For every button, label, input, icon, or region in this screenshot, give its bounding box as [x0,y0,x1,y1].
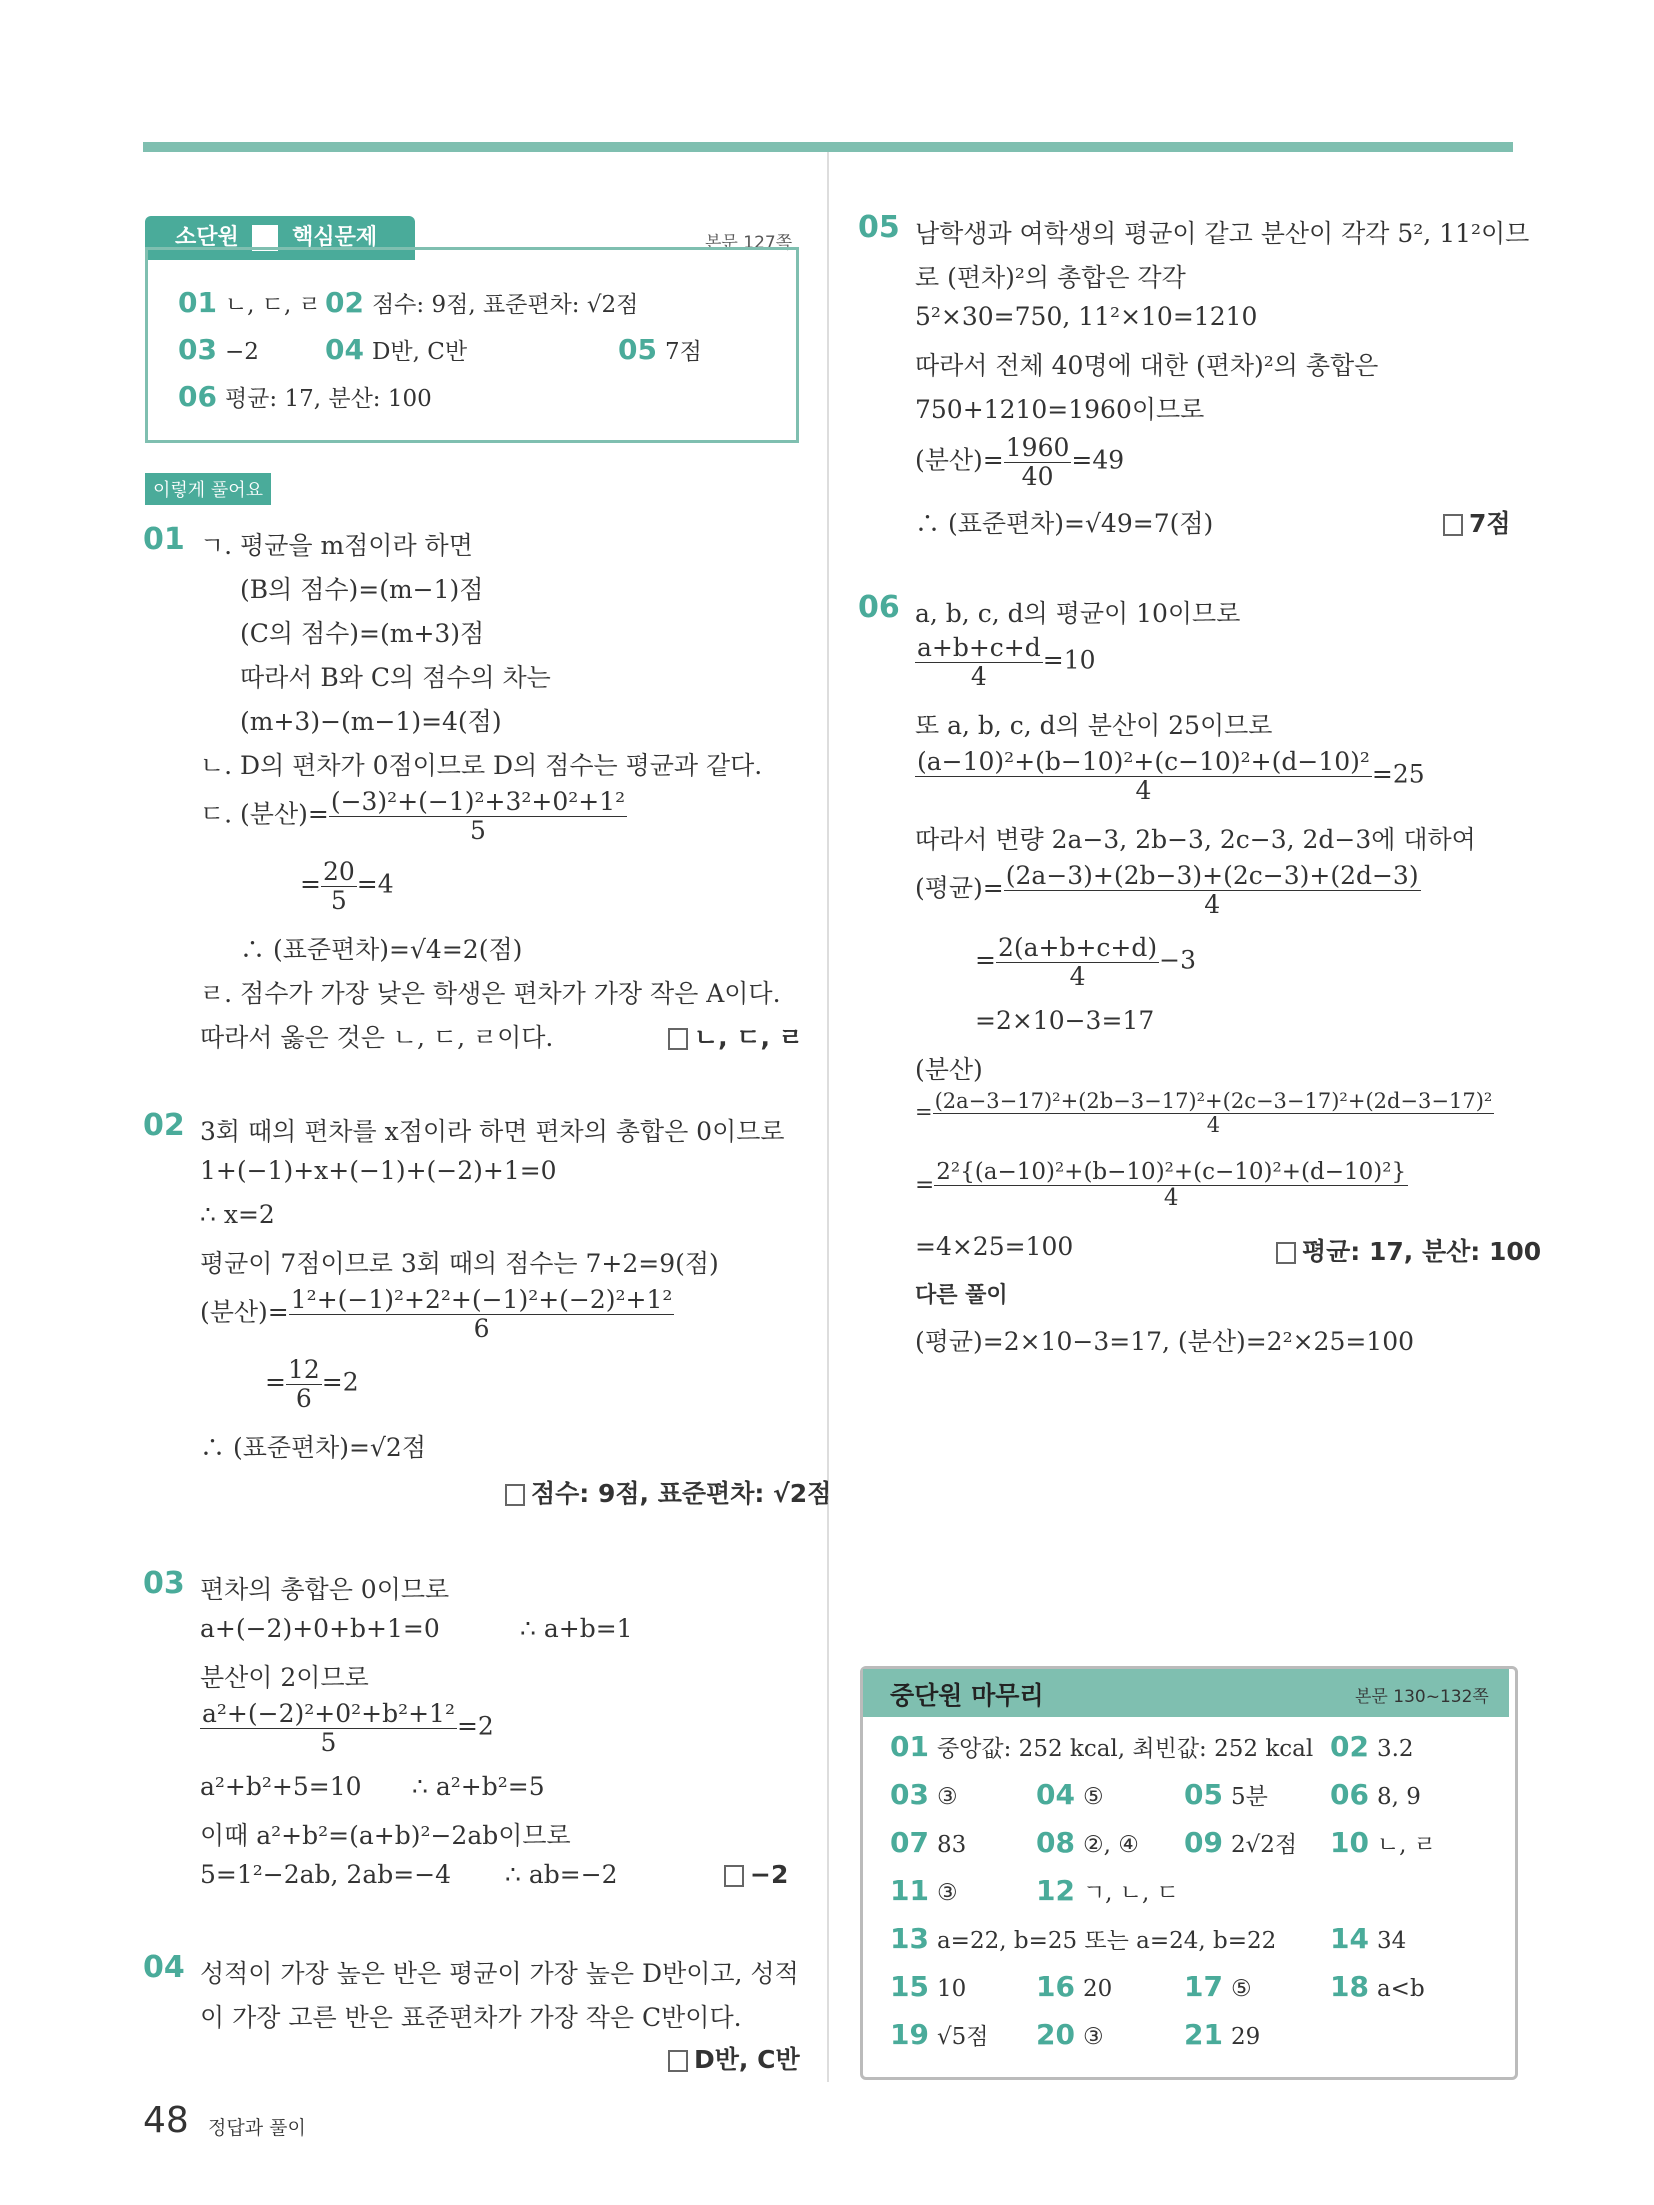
problem-02: 02 [143,1108,185,1143]
formula-line: (분산)= $\frac{\text{1²+(−1)²+2²+(−1)²+(−2)²+1²}}{6}$ [200,1285,673,1343]
review-item: 08 ②, ④ [1036,1826,1139,1859]
formula-line: = $\frac{2(a+b+c+d)}{4}$ −3 [975,933,1196,991]
answer-06: 평균: 17, 분산: 100 [1276,1232,1541,1268]
answer-item: 02 점수: 9점, 표준편차: √2점 [325,286,639,319]
review-item: 14 34 [1330,1922,1407,1955]
review-item: 19 √5점 [890,2018,989,2051]
review-item: 03 ③ [890,1778,958,1811]
formula-line: = $\frac{\text{(2a−3−17)²+(2b−3−17)²+(2c−3−17)²+(2d−3−17)²}}{4}$ [915,1089,1493,1138]
answer-icon [1276,1242,1296,1264]
formula-line: = $\frac{\text{2²\{(a−10)²+(b−10)²+(c−10)²+(d−10)²\}}}{4}$ [915,1159,1407,1212]
answer-icon [1443,514,1463,536]
formula-line: (분산)= $\frac{1960}{40}$ =49 [915,433,1125,491]
text-line: (m+3)−(m−1)=4(점) [240,707,502,736]
answer-item: 01 ㄴ, ㄷ, ㄹ [178,286,321,319]
review-item: 21 29 [1184,2018,1261,2051]
text-line: 편차의 총합은 0이므로 [200,1575,450,1604]
solution-label: 이렇게 풀어요 [145,473,271,505]
formula-line: $\frac{\text{(a−10)²+(b−10)²+(c−10)²+(d−10)²}}{4}$ =25 [917,747,1425,805]
page-number: 48 [143,2100,189,2141]
problem-05: 05 [858,210,900,245]
formula-line: = $\frac{20}{5}$ =4 [300,857,394,915]
answer-icon [668,1028,688,1050]
page-ref: 본문 127쪽 [705,233,793,253]
text-line: 1+(−1)+x+(−1)+(−2)+1=0 [200,1156,557,1185]
review-item: 12 ㄱ, ㄴ, ㄷ [1036,1874,1179,1907]
text-line: 또 a, b, c, d의 분산이 25이므로 [915,711,1273,740]
answer-item: 05 7점 [618,333,702,366]
answer-icon [724,1865,744,1887]
text-line: (C의 점수)=(m+3)점 [240,619,485,648]
review-item: 05 5분 [1184,1778,1268,1811]
answer-03: −2 [724,1860,788,1889]
review-page-ref: 본문 130~132쪽 [1355,1687,1489,1707]
column-divider [827,152,829,2082]
text-line: 성적이 가장 높은 반은 평균이 가장 높은 D반이고, 성적 [200,1959,799,1988]
text-line: 로 (편차)²의 총합은 각각 [915,263,1186,292]
text-line: ㄴ. D의 편차가 0점이므로 D의 점수는 평균과 같다. [200,751,763,780]
text-line: (분산) [915,1055,983,1084]
text-line: ㄹ. 점수가 가장 낮은 학생은 편차가 가장 작은 A이다. [200,979,781,1008]
text-line: 이 가장 고른 반은 표준편차가 가장 작은 C반이다. [200,2003,742,2032]
review-title: 중단원 마무리 [890,1681,1044,1710]
section-label: 소단원 [175,225,239,250]
answer-05: 7점 [1443,504,1511,540]
text-line: (평균)=2×10−3=17, (분산)=2²×25=100 [915,1327,1415,1356]
alt-title: 다른 풀이 [915,1283,1008,1308]
text-line: ∴ a²+b²=5 [412,1772,545,1801]
text-line: a+(−2)+0+b+1=0 [200,1614,440,1643]
review-item: 04 ⑤ [1036,1778,1104,1811]
answer-item: 03 −2 [178,333,259,366]
review-item: 17 ⑤ [1184,1970,1252,2003]
text-line: 3회 때의 편차를 x점이라 하면 편차의 총합은 0이므로 [200,1117,785,1146]
review-item: 06 8, 9 [1330,1778,1421,1811]
text-line: ∴ x=2 [200,1200,275,1229]
answer-01: ㄴ, ㄷ, ㄹ [668,1018,803,1054]
answer-icon [505,1484,525,1506]
answer-04: D반, C반 [668,2040,800,2076]
text-line: 따라서 옳은 것은 ㄴ, ㄷ, ㄹ이다. [200,1023,554,1052]
text-line: 따라서 변량 2a−3, 2b−3, 2c−3, 2d−3에 대하여 [915,825,1476,854]
text-line: ∴ ab=−2 [505,1860,618,1889]
problem-01: 01 [143,522,185,557]
text-line: a, b, c, d의 평균이 10이므로 [915,599,1241,628]
answer-item: 04 D반, C반 [325,333,468,366]
text-line: 5²×30=750, 11²×10=1210 [915,302,1258,331]
review-item: 16 20 [1036,1970,1113,2003]
answer-icon [668,2050,688,2072]
answer-item: 06 평균: 17, 분산: 100 [178,380,432,413]
review-item: 07 83 [890,1826,967,1859]
text-line: =4×25=100 [915,1232,1074,1261]
text-line: ∴ (표준편차)=√4=2(점) [240,935,523,964]
text-line: 750+1210=1960이므로 [915,395,1205,424]
review-item: 10 ㄴ, ㄹ [1330,1826,1437,1859]
text-line: (B의 점수)=(m−1)점 [240,575,484,604]
answer-02: 점수: 9점, 표준편차: √2점 [505,1474,831,1510]
text-line: 5=1²−2ab, 2ab=−4 [200,1860,452,1889]
review-item: 18 a<b [1330,1970,1425,2003]
text-line: =2×10−3=17 [975,1006,1155,1035]
top-rule [143,142,1513,152]
problem-04: 04 [143,1950,185,1985]
formula-line: ㄷ. (분산)= $\frac{\text{(−3)²+(−1)²+3²+0²+1²}}{5}$ [200,787,626,845]
text-line: 평균이 7점이므로 3회 때의 점수는 7+2=9(점) [200,1249,719,1278]
review-item: 01 중앙값: 252 kcal, 최빈값: 252 kcal [890,1730,1314,1763]
review-item: 09 2√2점 [1184,1826,1298,1859]
problem-03: 03 [143,1566,185,1601]
text-line: 따라서 전체 40명에 대한 (편차)²의 총합은 [915,351,1379,380]
text-line: 따라서 B와 C의 점수의 차는 [240,663,551,692]
text-line: ∴ (표준편차)=√49=7(점) [915,509,1214,538]
section-title: 핵심문제 [292,225,378,250]
review-item: 13 a=22, b=25 또는 a=24, b=22 [890,1922,1277,1955]
formula-line: $\frac{a+b+c+d}{4}$ =10 [917,633,1096,691]
footer-label: 정답과 풀이 [208,2117,306,2139]
text-line: ㄱ. 평균을 m점이라 하면 [200,531,473,560]
review-item: 15 10 [890,1970,967,2003]
formula-line: $\frac{\text{a²+(−2)²+0²+b²+1²}}{5}$ =2 [202,1699,494,1757]
text-line: 남학생과 여학생의 평균이 같고 분산이 각각 5², 11²이므 [915,219,1530,248]
text-line: ∴ a+b=1 [520,1614,633,1643]
review-item: 11 ③ [890,1874,958,1907]
text-line: 분산이 2이므로 [200,1663,369,1692]
text-line: a²+b²+5=10 [200,1772,362,1801]
text-line: 이때 a²+b²=(a+b)²−2ab이므로 [200,1821,571,1850]
problem-06: 06 [858,590,900,625]
formula-line: (평균)= $\frac{(2a-3)+(2b-3)+(2c-3)+(2d-3)}{4}$ [915,861,1419,919]
formula-line: = $\frac{12}{6}$ =2 [265,1355,359,1413]
review-item: 02 3.2 [1330,1730,1414,1763]
review-item: 20 ③ [1036,2018,1104,2051]
text-line: ∴ (표준편차)=√2점 [200,1433,426,1462]
